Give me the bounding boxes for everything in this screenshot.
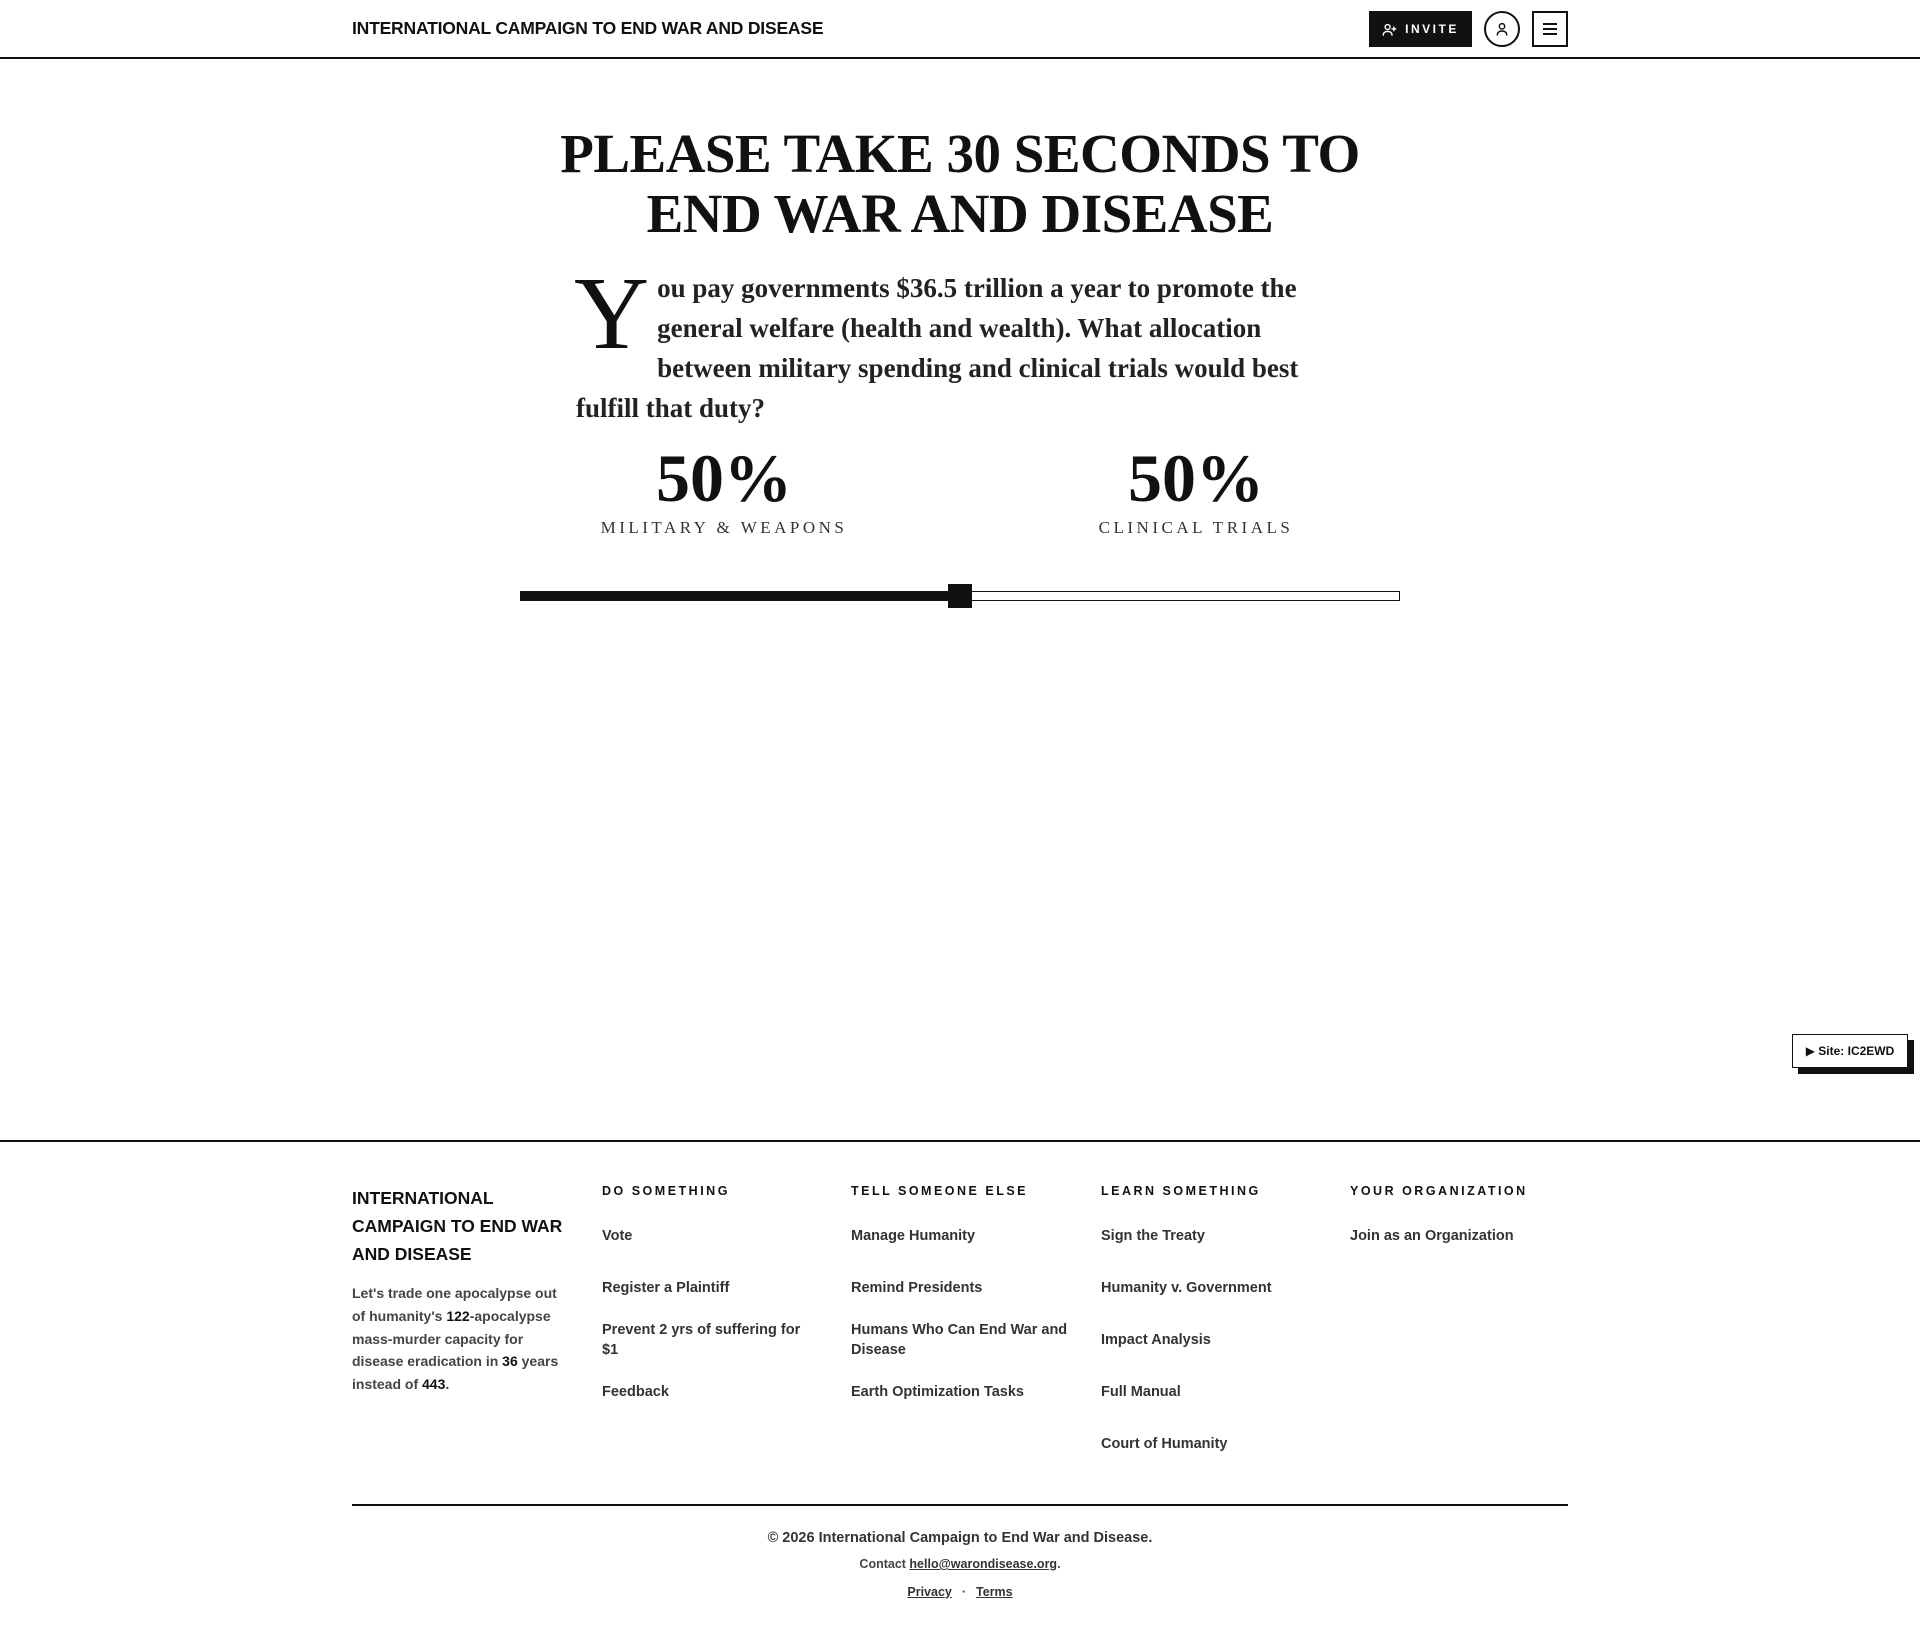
invite-button[interactable] — [1369, 11, 1472, 47]
slider-thumb[interactable] — [948, 584, 972, 608]
footer-brand: INTERNATIONAL CAMPAIGN TO END WAR AND DISEASE — [352, 1188, 563, 1264]
footer-link-remind-presidents[interactable]: Remind Presidents — [851, 1280, 983, 1296]
footer-legal-links — [0, 1585, 1920, 1599]
footer-link-court-of-humanity[interactable]: Court of Humanity — [1101, 1436, 1228, 1452]
allocation-slider[interactable] — [520, 584, 1400, 608]
menu-button[interactable] — [1532, 11, 1568, 47]
tagline-number-years-fast: 36 — [502, 1353, 518, 1370]
legal-separator: · — [961, 1585, 967, 1599]
user-plus-icon — [1382, 22, 1397, 37]
tagline-text-1: Let's trade one apocalypse out of humanity's — [352, 1285, 557, 1324]
footer-heading: TELL SOMEONE ELSE — [851, 1184, 1029, 1198]
footer-column-do-something — [602, 1184, 822, 1402]
site-brand[interactable]: INTERNATIONAL CAMPAIGN TO END WAR AND DISEASE — [352, 18, 824, 38]
footer-tagline — [352, 1282, 562, 1396]
footer-link-humanity-v-government[interactable]: Humanity v. Government — [1101, 1280, 1272, 1296]
footer-link-sign-treaty[interactable]: Sign the Treaty — [1101, 1228, 1205, 1244]
lead-paragraph — [574, 256, 1346, 428]
footer-link-impact-analysis[interactable]: Impact Analysis — [1101, 1332, 1211, 1348]
privacy-link[interactable]: Privacy — [907, 1585, 952, 1599]
footer-link-vote[interactable]: Vote — [602, 1228, 633, 1244]
footer-column-your-organization — [1350, 1184, 1570, 1246]
footer-heading: LEARN SOMETHING — [1101, 1184, 1261, 1198]
site-footer — [0, 1140, 1920, 1639]
footer-link-prevent-suffering[interactable]: Prevent 2 yrs of suffering for $1 — [602, 1322, 801, 1358]
contact-email-link[interactable]: hello@warondisease.org — [909, 1557, 1058, 1571]
profile-button[interactable] — [1484, 11, 1520, 47]
military-label: MILITARY & WEAPONS — [600, 518, 848, 537]
footer-link-earth-optimization[interactable]: Earth Optimization Tasks — [851, 1384, 1024, 1400]
contact-suffix: . — [1057, 1557, 1061, 1571]
tagline-number-years-slow: 443 — [422, 1376, 446, 1393]
footer-column-learn-something — [1101, 1184, 1321, 1454]
trials-percentage: 50% — [1128, 440, 1264, 516]
footer-heading: DO SOMETHING — [602, 1184, 730, 1198]
trials-label: CLINICAL TRIALS — [1098, 518, 1294, 537]
slider-fill — [520, 591, 960, 601]
footer-heading: YOUR ORGANIZATION — [1350, 1184, 1528, 1198]
footer-link-register-plaintiff[interactable]: Register a Plaintiff — [602, 1280, 730, 1296]
footer-link-join-organization[interactable]: Join as an Organization — [1350, 1228, 1514, 1244]
page-title — [460, 124, 1460, 244]
contact-prefix: Contact — [859, 1557, 910, 1571]
footer-divider — [352, 1504, 1568, 1506]
site-badge[interactable]: ▶ Site: IC2EWD — [1792, 1034, 1908, 1068]
tagline-text-3: years instead of — [352, 1353, 559, 1393]
footer-link-humans-who-can[interactable]: Humans Who Can End War and Disease — [851, 1322, 1068, 1358]
page-title-line-2: END WAR AND DISEASE — [646, 183, 1274, 244]
page-title-line-1: PLEASE TAKE 30 SECONDS TO — [560, 123, 1360, 184]
tagline-text-2: -apocalypse mass-murder capacity for disease eradication in — [352, 1307, 551, 1370]
footer-link-feedback[interactable]: Feedback — [602, 1384, 669, 1400]
user-icon — [1494, 21, 1510, 37]
terms-link[interactable]: Terms — [976, 1585, 1013, 1599]
footer-link-full-manual[interactable]: Full Manual — [1101, 1384, 1181, 1400]
trials-stat — [986, 440, 1406, 538]
lead-text: ou pay governments $36.5 trillion a year to promote the general welfare (health and wealth). What allocation between military spending and clinical trials would best fulfill that duty? — [576, 273, 1299, 423]
footer-link-manage-humanity[interactable]: Manage Humanity — [851, 1228, 976, 1244]
footer-column-tell-someone — [851, 1184, 1071, 1402]
footer-contact — [0, 1557, 1920, 1571]
tagline-text-4: . — [445, 1376, 450, 1393]
invite-label: INVITE — [1405, 22, 1459, 36]
footer-copyright: © 2026 International Campaign to End War and Disease. — [767, 1530, 1153, 1546]
military-stat — [514, 440, 934, 538]
military-percentage: 50% — [656, 440, 792, 516]
lead-dropcap: Y — [574, 256, 650, 371]
site-header — [0, 0, 1920, 59]
tagline-number-apocalypses: 122 — [446, 1307, 470, 1324]
hamburger-menu-icon — [1543, 23, 1557, 35]
